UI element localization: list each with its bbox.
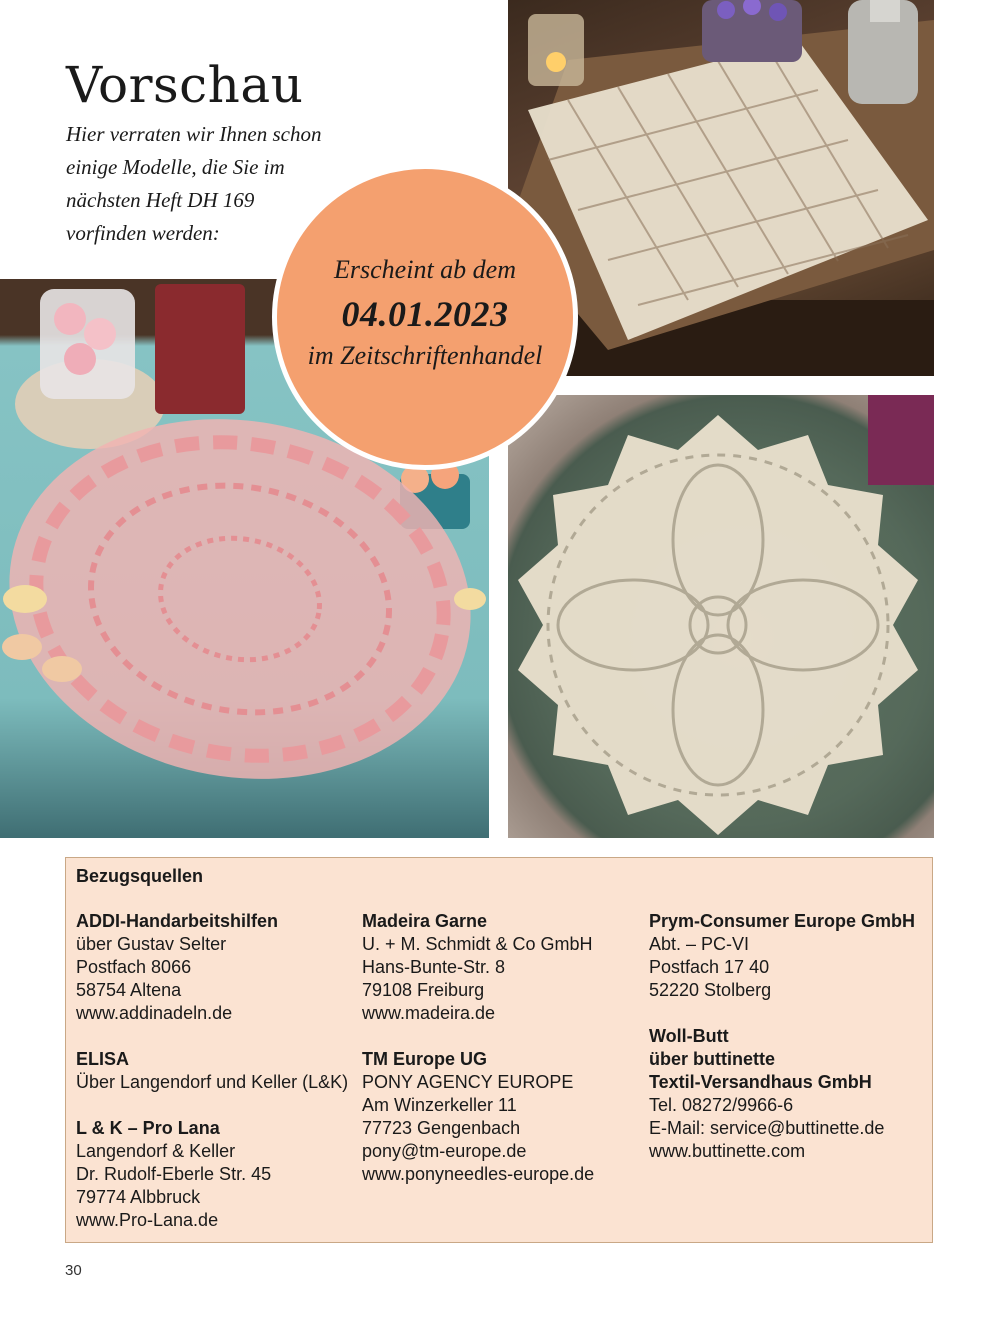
intro-line: einige Modelle, die Sie im (66, 155, 285, 179)
supplier-line: Langendorf & Keller (76, 1141, 236, 1161)
supplier-line: Hans-Bunte-Str. 8 (362, 957, 506, 977)
suppliers-column-2 (362, 910, 647, 1209)
suppliers-box (65, 857, 933, 1243)
supplier-entry (76, 1117, 361, 1232)
release-date-badge (272, 164, 578, 470)
supplier-line: 58754 Altena (76, 980, 182, 1000)
supplier-line: 79774 Albbruck (76, 1187, 201, 1207)
supplier-entry (76, 1048, 361, 1094)
supplier-name: L & K – Pro Lana (76, 1118, 220, 1138)
supplier-line: Am Winzerkeller 11 (362, 1095, 517, 1115)
supplier-website[interactable]: www.ponyneedles-europe.de (362, 1164, 595, 1184)
supplier-phone: Tel. 08272/9966-6 (649, 1095, 794, 1115)
supplier-name-line: über buttinette (649, 1049, 775, 1069)
supplier-entry (362, 910, 647, 1025)
supplier-email[interactable]: E-Mail: service@buttinette.de (649, 1118, 885, 1138)
supplier-entry (649, 910, 929, 1002)
supplier-line: 52220 Stolberg (649, 980, 772, 1000)
intro-line: Hier verraten wir Ihnen schon (66, 122, 322, 146)
intro-line: vorfinden werden: (66, 221, 220, 245)
supplier-line: Postfach 17 40 (649, 957, 770, 977)
photo-round-doily (508, 395, 934, 838)
badge-line-1: Erscheint ab dem (334, 255, 516, 284)
supplier-line: Abt. – PC-VI (649, 934, 750, 954)
round-doily-illustration (508, 395, 934, 838)
suppliers-title: Bezugsquellen (76, 866, 204, 886)
page-number: 30 (65, 1262, 82, 1279)
supplier-email[interactable]: pony@tm-europe.de (362, 1141, 527, 1161)
supplier-line: U. + M. Schmidt & Co GmbH (362, 934, 593, 954)
supplier-line: PONY AGENCY EUROPE (362, 1072, 574, 1092)
supplier-website[interactable]: www.madeira.de (362, 1003, 496, 1023)
supplier-entry (649, 1025, 929, 1163)
supplier-name-line: Textil-Versandhaus GmbH (649, 1072, 872, 1092)
supplier-name: Madeira Garne (362, 911, 488, 931)
suppliers-column-3 (649, 910, 929, 1186)
supplier-name: ADDI-Handarbeitshilfen (76, 911, 279, 931)
badge-date: 04.01.2023 (341, 294, 509, 334)
supplier-line: Über Langendorf und Keller (L&K) (76, 1072, 349, 1092)
supplier-website[interactable]: www.addinadeln.de (76, 1003, 233, 1023)
badge-line-3: im Zeitschriftenhandel (307, 341, 543, 370)
suppliers-column-1 (76, 910, 361, 1255)
supplier-line: Postfach 8066 (76, 957, 192, 977)
supplier-name: Prym-Consumer Europe GmbH (649, 911, 916, 931)
supplier-name: ELISA (76, 1049, 130, 1069)
supplier-website[interactable]: www.Pro-Lana.de (76, 1210, 219, 1230)
supplier-entry (76, 910, 361, 1025)
supplier-line: über Gustav Selter (76, 934, 227, 954)
supplier-website[interactable]: www.buttinette.com (649, 1141, 806, 1161)
page-title: Vorschau (66, 56, 304, 114)
supplier-name: TM Europe UG (362, 1049, 487, 1069)
supplier-entry (362, 1048, 647, 1186)
intro-line: nächsten Heft DH 169 (66, 188, 255, 212)
supplier-line: 77723 Gengenbach (362, 1118, 521, 1138)
supplier-line: Dr. Rudolf-Eberle Str. 45 (76, 1164, 272, 1184)
supplier-name: Woll-Butt (649, 1026, 729, 1046)
supplier-line: 79108 Freiburg (362, 980, 485, 1000)
